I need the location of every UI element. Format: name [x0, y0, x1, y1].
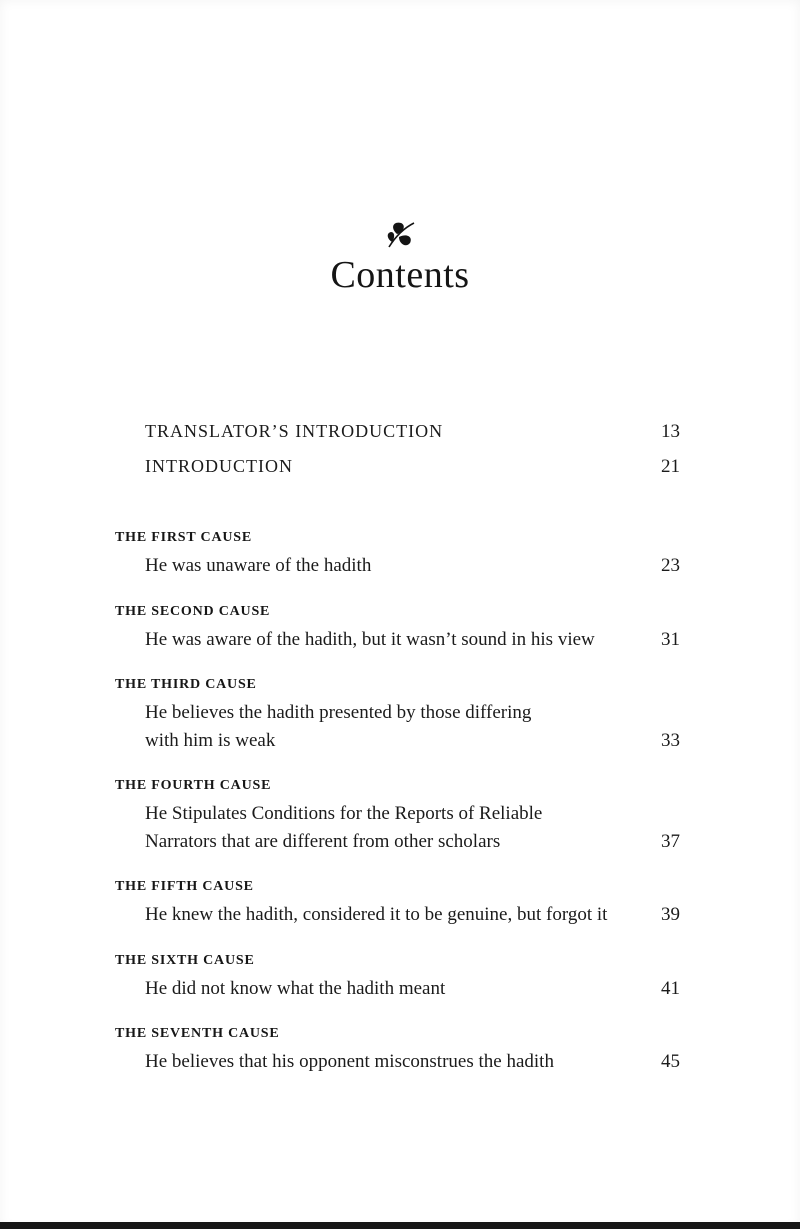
- toc-entry-line: He was aware of the hadith, but it wasn’t sound in his view: [145, 628, 595, 650]
- toc-entry-line: He believes that his opponent misconstrues the hadith: [145, 1051, 554, 1072]
- toc-entry: [115, 1024, 680, 1076]
- front-matter-list: [145, 414, 680, 484]
- toc-page-number: 41: [661, 977, 680, 999]
- toc-entry-line: He believes the hadith presented by those differing: [145, 702, 532, 723]
- toc-entries: [115, 528, 680, 1076]
- toc-page-number: 33: [661, 729, 680, 751]
- toc-entry-lines: [145, 975, 632, 1003]
- toc-entry-lines: [145, 800, 632, 855]
- toc-page-number: 21: [661, 456, 680, 477]
- toc-page-number: 23: [661, 555, 680, 576]
- toc-front-row: [145, 449, 680, 484]
- toc-entry-heading: THE SEVENTH CAUSE: [115, 1026, 280, 1041]
- page-title: Contents: [330, 254, 470, 296]
- toc-entry-lines: [145, 699, 632, 754]
- toc-entry-body: [115, 975, 680, 1003]
- toc-entry-line: He was unaware of the hadith: [145, 555, 372, 576]
- toc-entry: [115, 602, 680, 654]
- toc-front-row: [145, 414, 680, 449]
- toc-entry-body: [115, 1048, 680, 1076]
- toc-entry-lines: [145, 1048, 632, 1076]
- toc-entry-line: He knew the hadith, considered it to be genuine, but forgot it: [145, 904, 608, 925]
- toc-entry-lines: [145, 901, 632, 929]
- toc-entry-line: He Stipulates Conditions for the Reports of Reliable: [145, 803, 543, 824]
- toc-entry-body: [115, 800, 680, 855]
- toc-page-number: 39: [661, 904, 680, 925]
- leaf-ornament-icon: [382, 220, 418, 250]
- toc-entry-heading: THE THIRD CAUSE: [115, 677, 257, 692]
- toc-entry: [115, 776, 680, 855]
- toc-entry-heading: THE FIRST CAUSE: [115, 530, 253, 545]
- toc-page-number: 45: [661, 1051, 680, 1072]
- toc-entry: [115, 528, 680, 580]
- page-bottom-edge: [0, 1222, 800, 1229]
- toc-entry-lines: [145, 626, 632, 654]
- toc-entry-body: [115, 901, 680, 929]
- toc-entry-body: [115, 626, 680, 654]
- toc-entry-heading: THE FOURTH CAUSE: [115, 778, 272, 793]
- toc-page-number: 31: [661, 628, 680, 650]
- toc-entry: [115, 675, 680, 754]
- toc-entry-body: [115, 699, 680, 754]
- toc-entry-line: He did not know what the hadith meant: [145, 977, 446, 999]
- toc-entry-label: INTRODUCTION: [145, 456, 293, 476]
- toc-page-number: 13: [661, 421, 680, 442]
- toc-entry-line: with him is weak: [145, 729, 276, 751]
- toc-entry-heading: THE FIFTH CAUSE: [115, 879, 254, 894]
- toc-entry: [115, 951, 680, 1003]
- toc-entry-label: TRANSLATOR’S INTRODUCTION: [145, 421, 444, 441]
- toc-entry-body: [115, 552, 680, 580]
- toc-entry-line: Narrators that are different from other scholars: [145, 830, 501, 852]
- toc-entry: [115, 877, 680, 929]
- toc-entry-heading: THE SECOND CAUSE: [115, 603, 271, 619]
- toc-entry-lines: [145, 552, 632, 580]
- toc-page-number: 37: [661, 830, 680, 852]
- toc-entry-heading: THE SIXTH CAUSE: [115, 952, 255, 968]
